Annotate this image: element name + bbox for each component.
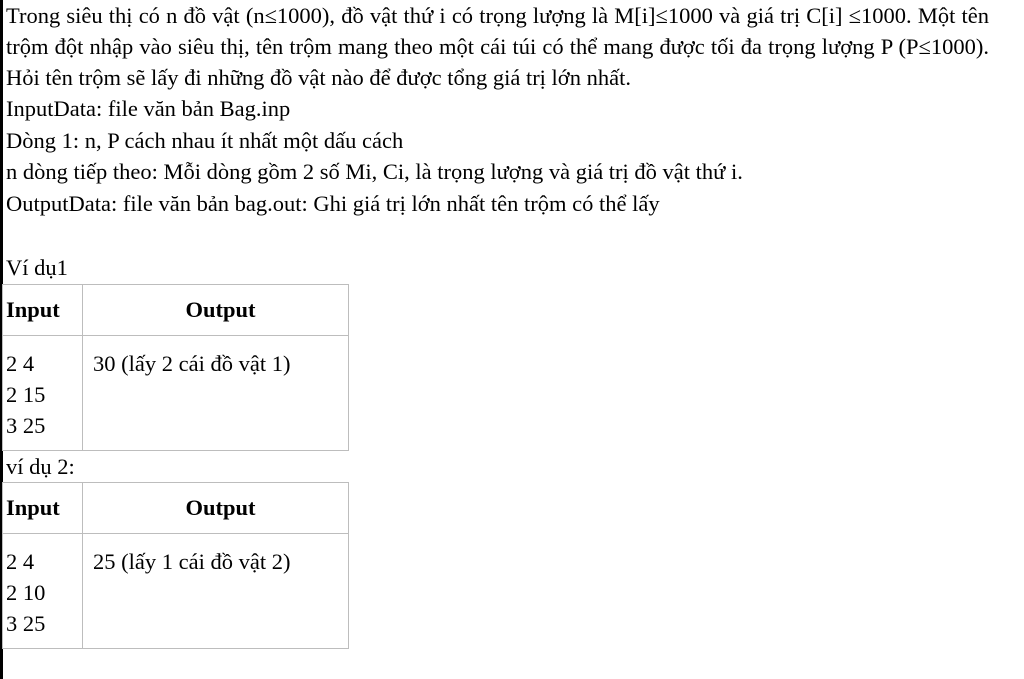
example-2-input-cell — [3, 534, 83, 649]
example-2-title: ví dụ 2: — [6, 453, 75, 479]
example-1-output-header: Output — [83, 284, 349, 335]
example-2-table — [2, 482, 349, 649]
example-2-output-header: Output — [83, 483, 349, 534]
example-1-input-line: 2 15 — [6, 381, 46, 407]
input-data-line: InputData: file văn bản Bag.inp — [6, 96, 291, 121]
output-data-line: OutputData: file văn bản bag.out: Ghi giá trị lớn nhất tên trộm có thể lấy — [6, 190, 660, 216]
line-one-description: Dòng 1: n, P cách nhau ít nhất một dấu cách — [6, 127, 404, 153]
example-1-input-header: Input — [3, 284, 83, 335]
example-2-input-line: 3 25 — [6, 611, 46, 636]
example-1-input-line: 2 4 — [6, 350, 35, 376]
example-1-input-line: 3 25 — [6, 412, 46, 438]
example-2-input-line: 2 10 — [6, 580, 46, 605]
example-2-output-cell — [83, 534, 349, 649]
example-2-input-header: Input — [3, 483, 83, 534]
example-2-input-line: 2 4 — [6, 549, 35, 574]
problem-statement: Trong siêu thị có n đồ vật (n≤1000), đồ vật thứ i có trọng lượng là M[i]≤1000 và giá trị C[i] ≤1000. Một tên trộm đột nhập vào siêu thị, tên trộm mang theo một cái túi có thể mang được tối đa trọng lượng P (P≤1000). Hỏi tên trộm sẽ lấy đi những đồ vật nào để được tổng giá trị lớn nhất. — [6, 3, 989, 90]
next-lines-description: n dòng tiếp theo: Mỗi dòng gồm 2 số Mi, Ci, là trọng lượng và giá trị đồ vật thứ i. — [6, 159, 743, 184]
example-1-input-cell — [3, 335, 83, 450]
example-1-output-cell — [83, 335, 349, 450]
example-1-output-value: 30 (lấy 2 cái đồ vật 1) — [93, 350, 291, 376]
example-1-title: Ví dụ1 — [6, 255, 68, 280]
example-2-output-value: 25 (lấy 1 cái đồ vật 2) — [93, 549, 291, 574]
document-content — [6, 0, 1016, 649]
example-1-table — [2, 284, 349, 451]
